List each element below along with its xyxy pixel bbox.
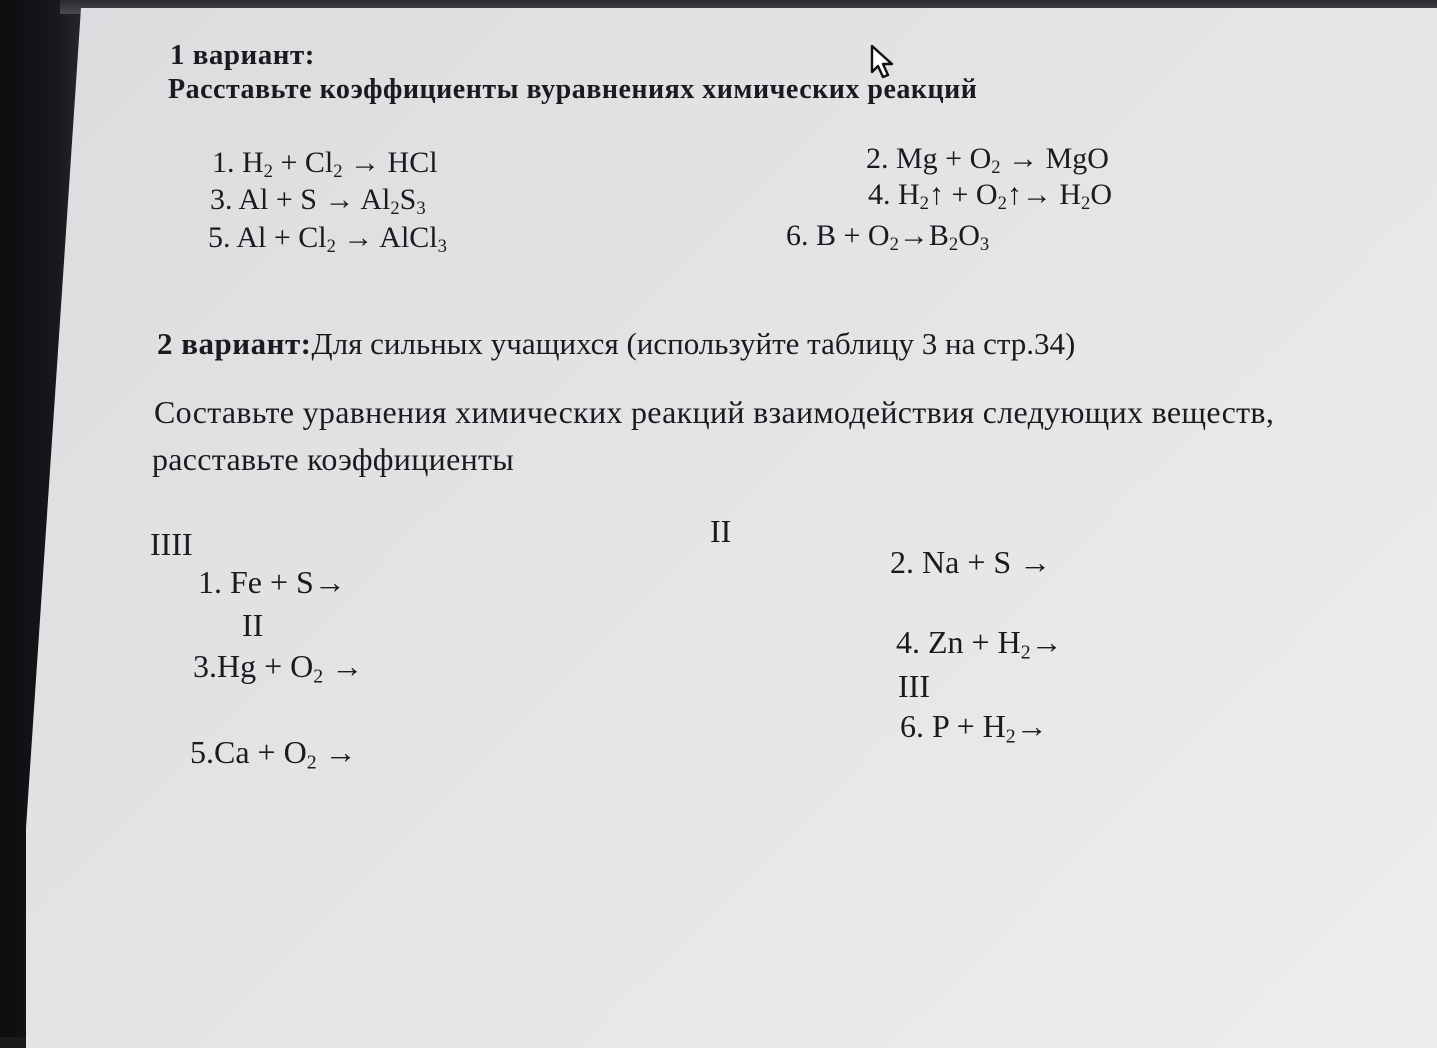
subscript: 2 [997,193,1007,215]
formula-part: + Cl [272,146,334,179]
valence-mark-ii-left: II [242,607,264,643]
variant1-instruction: Расставьте коэффициенты вуравнениях химических реакций [168,74,978,105]
formula-part: O [958,219,980,252]
formula-part: ↑ + O [928,178,998,211]
formula-part: H [898,178,920,211]
subscript: 3 [416,198,426,220]
variant1-heading: 1 вариант: [170,39,315,71]
equation-4 [868,178,1112,215]
formula-part: H [1059,178,1082,211]
formula-part: B [928,219,949,252]
subscript: 3 [979,234,990,256]
variant2-subheading: Для сильных учащихся (используйте таблицу 3 на стр.34) [311,326,1076,361]
equation-3 [210,183,426,220]
formula-part: S [399,183,417,216]
arrow-icon: → [1000,142,1046,175]
valence-mark-iiii: IIII [150,526,193,562]
reaction-6-subscript: 2 [1005,725,1016,748]
formula-part: Al + Cl [236,221,327,254]
formula-part: Al + S [238,183,317,216]
subscript: 2 [263,161,273,183]
formula-part: O [1090,178,1112,211]
variant2-instruction-line2: расставьте коэффициенты [152,441,515,477]
variant2-heading: 2 вариант: [157,326,312,361]
arrow-icon: → [1021,178,1060,211]
reaction-3-subscript: 2 [313,665,324,688]
formula-part: Al [360,183,391,216]
formula-part: B + O [816,219,890,252]
subscript: 2 [326,236,336,258]
reaction-3 [193,648,364,688]
valence-mark-iii-right: III [898,668,930,704]
subscript: 2 [1081,193,1091,215]
reaction-5-lhs: 5.Ca + O [190,734,307,770]
formula-part: Mg + O [896,142,992,175]
subscript: 2 [919,193,929,215]
equation-number: 2. [866,142,896,175]
reaction-2: 2. Na + S → [890,544,1052,580]
formula-part: MgO [1045,142,1109,175]
formula-part: HCl [387,146,438,179]
reaction-3-lhs: 3.Hg + O [193,648,314,684]
reaction-6-arrow: → [1015,708,1048,744]
arrow-icon: → [898,219,929,252]
equation-1 [212,146,438,183]
reaction-4-arrow: → [1030,624,1063,660]
equation-number: 5. [208,221,237,254]
equation-number: 4. [868,178,898,211]
reaction-4-subscript: 2 [1020,641,1031,664]
formula-part: AlCl [379,221,438,254]
reaction-5 [190,734,357,774]
valence-mark-ii-top: II [710,513,732,549]
reaction-3-arrow: → [323,648,364,684]
subscript: 3 [437,236,447,258]
reaction-4 [896,624,1063,664]
equation-number: 1. [212,146,242,179]
reaction-1: 1. Fe + S→ [198,564,346,600]
reaction-5-arrow: → [316,734,357,770]
reaction-4-lhs: 4. Zn + H [896,624,1021,660]
subscript: 2 [333,161,343,183]
formula-part: H [242,146,264,179]
equation-number: 6. [786,219,816,252]
equation-6 [786,219,990,256]
reaction-6-lhs: 6. P + H [900,708,1006,744]
subscript: 2 [889,234,899,256]
reaction-5-subscript: 2 [306,751,317,774]
equation-number: 3. [210,183,239,216]
arrow-icon: → [316,183,361,216]
equation-5 [208,221,447,258]
equation-2 [866,142,1109,179]
formula-part: ↑ [1006,178,1022,211]
subscript: 2 [991,157,1001,179]
reaction-6 [900,708,1048,748]
subscript: 2 [948,234,959,256]
subscript: 2 [390,198,400,220]
variant2-instruction-line1: Составьте уравнения химических реакций взаимодействия следующих веществ, [154,394,1275,430]
arrow-icon: → [342,146,388,179]
variant2-header-line [157,328,1075,359]
arrow-icon: → [335,221,380,254]
